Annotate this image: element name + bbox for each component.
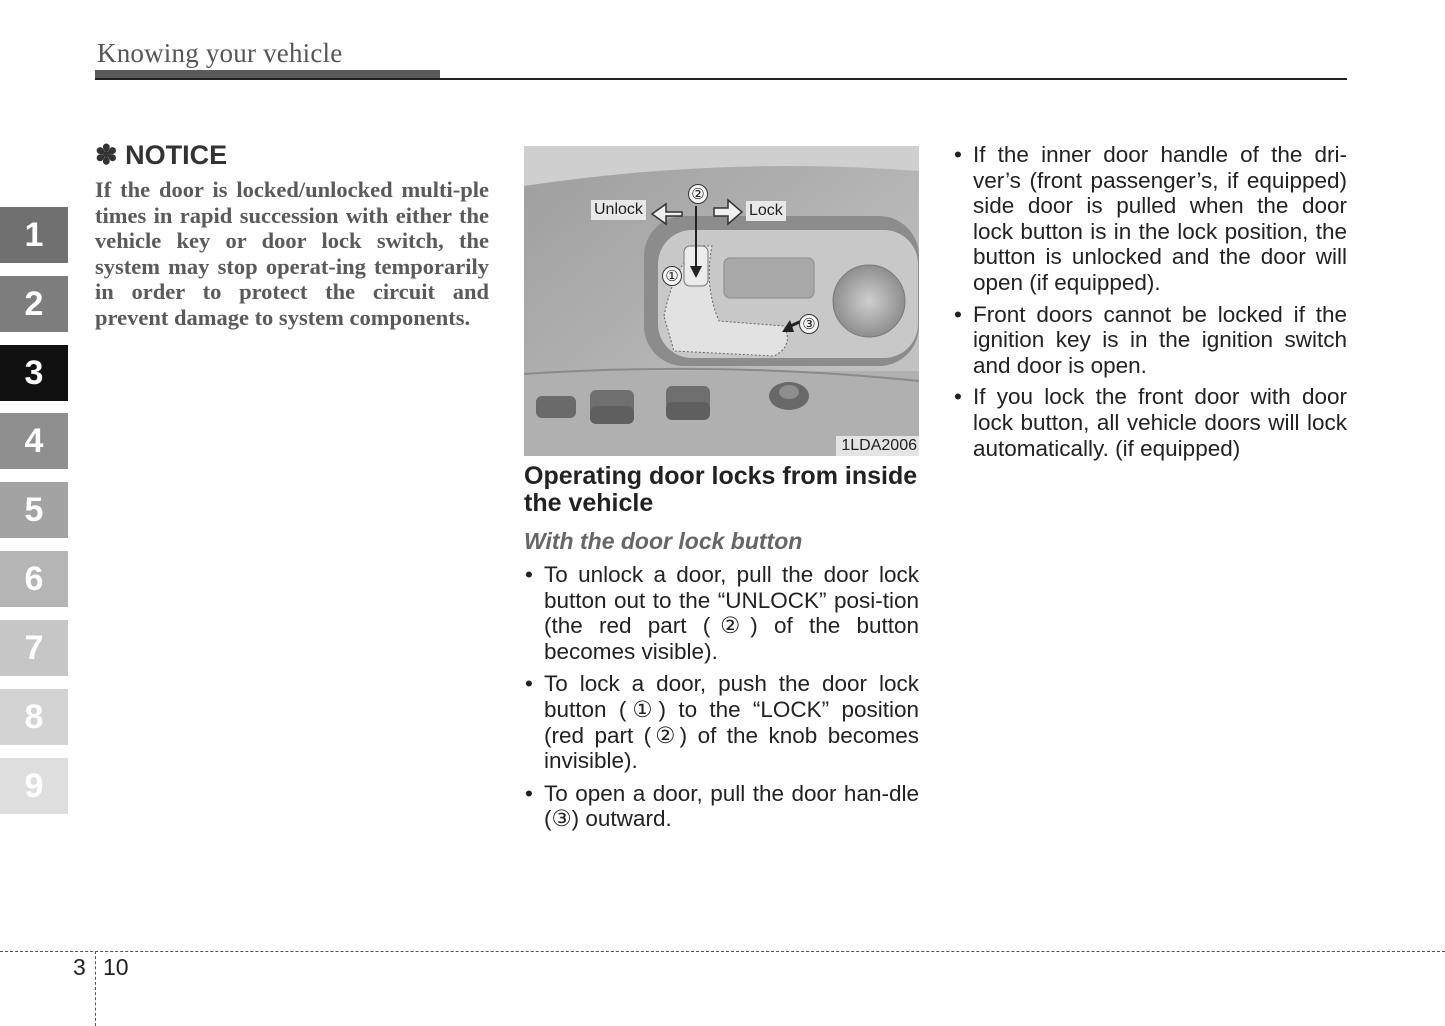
door-lock-instructions — [524, 562, 919, 839]
callout-1: ① — [662, 266, 682, 286]
figure-code: 1LDA2006 — [836, 436, 919, 456]
lock-label: Lock — [746, 201, 786, 221]
door-lock-notes — [953, 142, 1347, 467]
section-heading: Operating door locks from inside the vehicle — [524, 462, 918, 517]
chapter-tab-7[interactable]: 7 — [0, 620, 68, 676]
notice-box — [95, 140, 489, 331]
list-item: • To lock a door, push the door lock button (①) to the “LOCK” position (red part (②) of the knob becomes invisible). — [524, 671, 919, 773]
chapter-tab-9[interactable]: 9 — [0, 758, 68, 814]
page-number: 10 — [103, 954, 129, 980]
door-lock-illustration — [524, 146, 919, 456]
chapter-tab-3[interactable]: 3 — [0, 345, 68, 401]
chapter-tab-5[interactable]: 5 — [0, 482, 68, 538]
callout-2: ② — [688, 184, 708, 204]
chapter-tab-4[interactable]: 4 — [0, 413, 68, 469]
list-item: • To unlock a door, pull the door lock button out to the “UNLOCK” posi-tion (the red part (②) of the button becomes visible). — [524, 562, 919, 664]
chapter-tab-6[interactable]: 6 — [0, 551, 68, 607]
notice-title: ✽ NOTICE — [95, 140, 228, 170]
notice-text: If the door is locked/unlocked multi-ple times in rapid succession with either the vehicle key or door lock switch, the system may stop operat-ing temporarily in order to protect the circuit and prevent damage to system components. — [95, 177, 489, 330]
list-item: • If you lock the front door with door lock button, all vehicle doors will lock automatically. (if equipped) — [953, 384, 1347, 461]
chapter-tab-8[interactable]: 8 — [0, 689, 68, 745]
page-header-title: Knowing your vehicle — [97, 38, 343, 68]
page-chapter-number: 3 — [73, 954, 86, 980]
section-subheading: With the door lock button — [524, 528, 803, 554]
chapter-tab-1[interactable]: 1 — [0, 207, 68, 263]
footer-rule — [0, 951, 1445, 952]
header-rule — [95, 78, 1347, 80]
list-item: • If the inner door handle of the dri-ver’s (front passenger’s, if equipped) side door is pulled when the door lock button is in the lock position, the button is unlocked and the door will open (if equipped). — [953, 142, 1347, 296]
chapter-tab-2[interactable]: 2 — [0, 276, 68, 332]
footer-divider — [95, 951, 96, 1026]
callout-3: ③ — [799, 314, 819, 334]
door-panel-drawing — [524, 146, 919, 456]
unlock-label: Unlock — [591, 200, 646, 220]
list-item: • Front doors cannot be locked if the ignition key is in the ignition switch and door is open. — [953, 302, 1347, 379]
list-item: • To open a door, pull the door han-dle (③) outward. — [524, 781, 919, 832]
